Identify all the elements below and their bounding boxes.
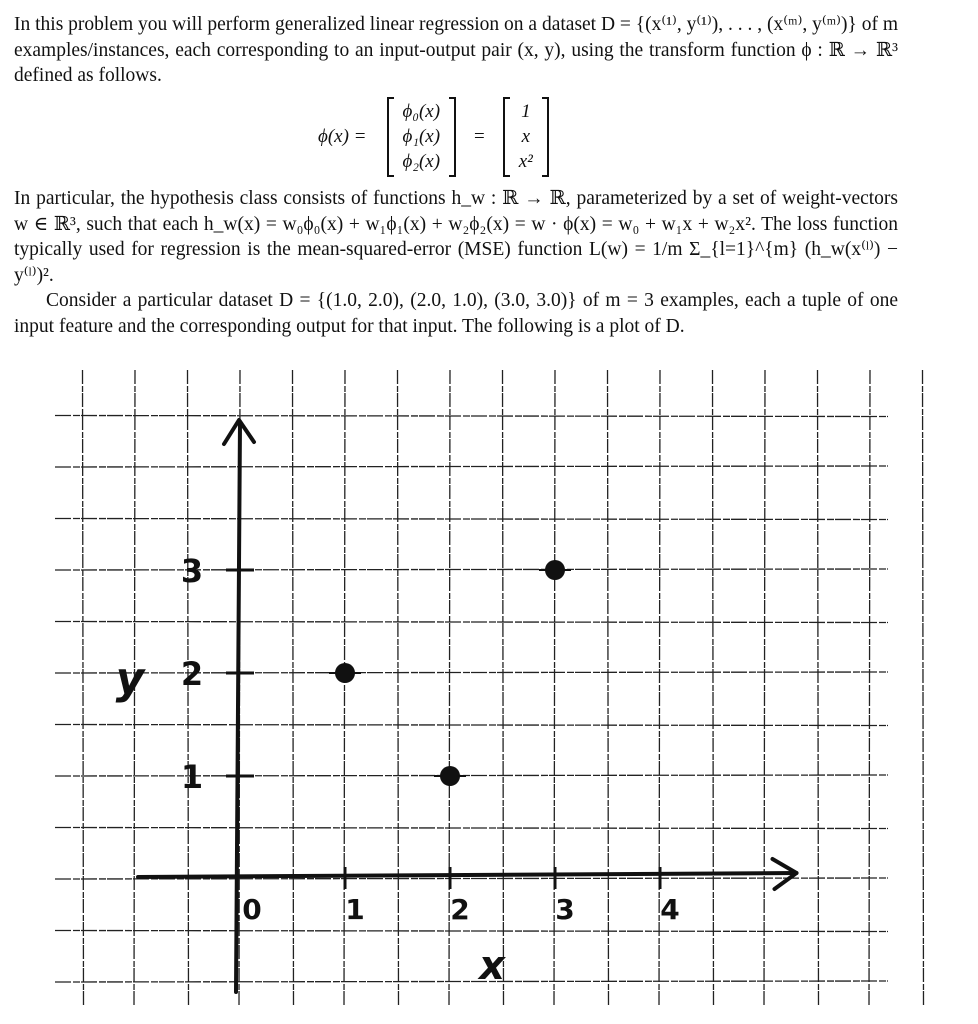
- value-entry-x2: x²: [518, 151, 533, 173]
- y-tick-label: 3: [180, 552, 204, 590]
- tick-marks: [226, 570, 660, 889]
- grid-line-vertical: [83, 370, 84, 1007]
- intro-paragraph: In this problem you will perform generalized linear regression on a dataset D = {(x⁽¹⁾, y⁽¹⁾), . . . , (x⁽ᵐ⁾, y⁽ᵐ⁾)} of m examples/instances, each corresponding to an input-output pair (x, y), using the transform function ϕ : ℝ → ℝ³ defined as follows.: [14, 14, 898, 86]
- x-tick-label: 0: [242, 893, 262, 926]
- equation-lhs: ϕ(x) =: [318, 126, 367, 147]
- x-tick-label: 4: [660, 893, 680, 926]
- y-tick-label: 2: [180, 655, 204, 693]
- y-tick-label: 1: [180, 758, 204, 796]
- grid-line-horizontal: [55, 416, 888, 417]
- x-axis-label: x: [479, 943, 505, 989]
- grid-line-vertical: [713, 370, 714, 1007]
- grid-line-horizontal: [55, 725, 888, 726]
- grid-line-vertical: [923, 370, 924, 1007]
- dataset-paragraph: Consider a particular dataset D = {(1.0, 2.0), (2.0, 1.0), (3.0, 3.0)} of m = 3 examples, each a tuple of one input feature and the corresponding output for that input. The following is a plot of D.: [14, 290, 898, 337]
- transform-equation: [318, 97, 557, 177]
- dataset-plot: [50, 362, 928, 1012]
- equation-equals: =: [474, 126, 485, 147]
- x-tick-label: 1: [345, 893, 365, 926]
- grid-line-horizontal: [55, 931, 888, 932]
- phi-value-vector: [503, 99, 549, 175]
- grid-line-vertical: [503, 370, 504, 1007]
- scatter-chart: [50, 362, 928, 1012]
- grid-line-vertical: [398, 370, 399, 1007]
- phi0-entry: ϕ₀(x): [402, 100, 441, 122]
- grid-line-horizontal: [55, 828, 888, 829]
- grid-line-horizontal: [55, 981, 888, 982]
- grid-line-vertical: [293, 370, 294, 1007]
- grid-line-vertical: [608, 370, 609, 1007]
- grid-line-horizontal: [55, 519, 888, 520]
- grid-line-horizontal: [55, 622, 888, 623]
- value-entry-x: x: [521, 125, 531, 147]
- y-axis-label: y: [115, 653, 145, 704]
- x-tick-label: 2: [450, 893, 470, 926]
- phi-symbol-vector: [387, 99, 457, 175]
- value-entry-1: 1: [521, 100, 531, 122]
- grid-line-horizontal: [55, 466, 888, 467]
- hypothesis-paragraph: In particular, the hypothesis class consists of functions h_w : ℝ → ℝ, parameterized by a set of weight-vectors w ∈ ℝ³, such that each h_w(x) = w₀ϕ₀(x) + w₁ϕ₁(x) + w₂ϕ₂(x) = w · ϕ(x) = w₀ + w₁x + w₂x². The loss function typically used for regression is the mean-squared-error (MSE) function L(w) = 1/m Σ_{l=1}^{m} (h_w(x⁽ˡ⁾) − y⁽ˡ⁾)².: [14, 188, 898, 286]
- phi2-entry: ϕ₂(x): [402, 151, 441, 173]
- x-tick-label: 3: [555, 893, 575, 926]
- phi1-entry: ϕ₁(x): [402, 125, 441, 147]
